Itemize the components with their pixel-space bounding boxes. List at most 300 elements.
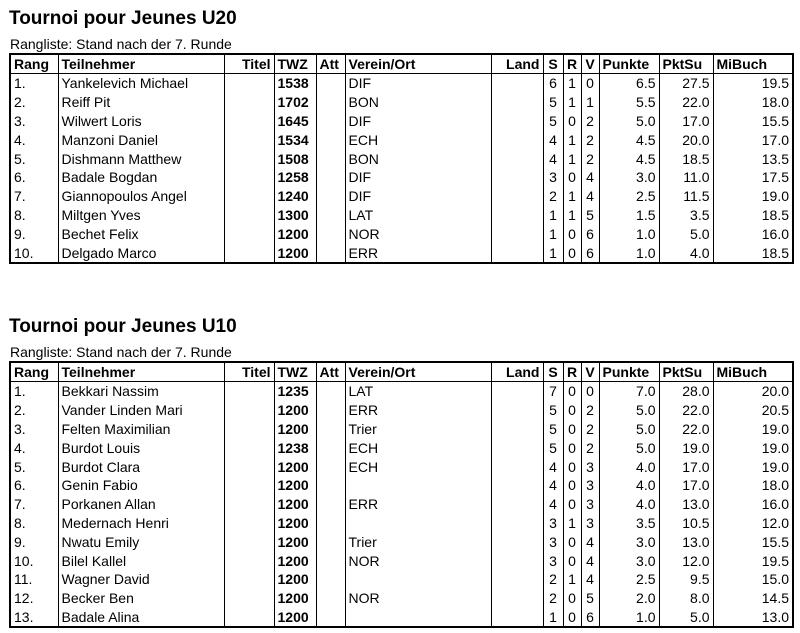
table-row [10, 401, 793, 420]
column-header: Titel [224, 362, 274, 382]
points-cell: 4.0 [599, 457, 659, 476]
rating-cell: 1200 [274, 243, 316, 263]
tiebreak-sum-cell: 22.0 [659, 93, 713, 112]
column-header: Verein/Ort [345, 362, 491, 382]
rank-cell: 6. [10, 168, 58, 187]
draws-cell: 0 [563, 168, 581, 187]
country-cell [491, 187, 543, 206]
column-header: Att [316, 362, 345, 382]
rating-cell: 1200 [274, 476, 316, 495]
rating-cell: 1200 [274, 532, 316, 551]
column-header: MiBuch [713, 362, 793, 382]
points-cell: 3.0 [599, 551, 659, 570]
points-cell: 4.5 [599, 130, 659, 149]
rank-cell: 11. [10, 570, 58, 589]
column-header: Titel [224, 54, 274, 74]
column-header: R [563, 362, 581, 382]
standings-subtitle: Rangliste: Stand nach der 7. Runde [10, 344, 232, 360]
points-cell: 3.0 [599, 532, 659, 551]
losses-cell: 4 [581, 168, 599, 187]
table-header-row [10, 54, 793, 74]
losses-cell: 2 [581, 420, 599, 439]
rating-cell: 1300 [274, 206, 316, 225]
table-row [10, 476, 793, 495]
buchholz-cell: 15.0 [713, 570, 793, 589]
tiebreak-sum-cell: 11.5 [659, 187, 713, 206]
title-cell [224, 551, 274, 570]
title-cell [224, 476, 274, 495]
rank-cell: 7. [10, 187, 58, 206]
losses-cell: 3 [581, 514, 599, 533]
rating-cell: 1200 [274, 589, 316, 608]
title-cell [224, 112, 274, 131]
losses-cell: 6 [581, 224, 599, 243]
column-header: MiBuch [713, 54, 793, 74]
column-header: Verein/Ort [345, 54, 491, 74]
rating-cell: 1200 [274, 608, 316, 628]
draws-cell: 1 [563, 570, 581, 589]
losses-cell: 4 [581, 570, 599, 589]
points-cell: 5.0 [599, 438, 659, 457]
points-cell: 1.5 [599, 206, 659, 225]
wins-cell: 5 [543, 420, 563, 439]
country-cell [491, 476, 543, 495]
player-name-cell: Medernach Henri [58, 514, 224, 533]
title-cell [224, 168, 274, 187]
att-cell [316, 457, 345, 476]
club-cell [345, 570, 491, 589]
column-header: PktSu [659, 362, 713, 382]
country-cell [491, 206, 543, 225]
rank-cell: 4. [10, 438, 58, 457]
club-cell: NOR [345, 551, 491, 570]
wins-cell: 5 [543, 401, 563, 420]
country-cell [491, 401, 543, 420]
att-cell [316, 476, 345, 495]
losses-cell: 3 [581, 476, 599, 495]
tiebreak-sum-cell: 13.0 [659, 532, 713, 551]
player-name-cell: Nwatu Emily [58, 532, 224, 551]
title-cell [224, 532, 274, 551]
tiebreak-sum-cell: 3.5 [659, 206, 713, 225]
buchholz-cell: 18.5 [713, 243, 793, 263]
rating-cell: 1508 [274, 149, 316, 168]
section-u20 [9, 6, 792, 264]
table-row [10, 93, 793, 112]
tiebreak-sum-cell: 11.0 [659, 168, 713, 187]
column-header: R [563, 54, 581, 74]
draws-cell: 1 [563, 93, 581, 112]
tiebreak-sum-cell: 12.0 [659, 551, 713, 570]
table-row [10, 570, 793, 589]
rank-cell: 10. [10, 551, 58, 570]
column-header: S [543, 54, 563, 74]
title-cell [224, 495, 274, 514]
att-cell [316, 495, 345, 514]
draws-cell: 0 [563, 457, 581, 476]
rank-cell: 3. [10, 112, 58, 131]
att-cell [316, 438, 345, 457]
tiebreak-sum-cell: 5.0 [659, 224, 713, 243]
tiebreak-sum-cell: 17.0 [659, 112, 713, 131]
losses-cell: 3 [581, 495, 599, 514]
tiebreak-sum-cell: 13.0 [659, 495, 713, 514]
title-cell [224, 149, 274, 168]
rating-cell: 1235 [274, 382, 316, 401]
losses-cell: 4 [581, 532, 599, 551]
wins-cell: 3 [543, 551, 563, 570]
buchholz-cell: 18.5 [713, 206, 793, 225]
buchholz-cell: 15.5 [713, 112, 793, 131]
club-cell: NOR [345, 589, 491, 608]
draws-cell: 0 [563, 112, 581, 131]
column-header: Rang [10, 54, 58, 74]
rank-cell: 5. [10, 149, 58, 168]
draws-cell: 0 [563, 608, 581, 628]
att-cell [316, 130, 345, 149]
points-cell: 4.5 [599, 149, 659, 168]
tiebreak-sum-cell: 19.0 [659, 438, 713, 457]
standings-subtitle: Rangliste: Stand nach der 7. Runde [10, 36, 232, 52]
draws-cell: 1 [563, 74, 581, 93]
buchholz-cell: 19.0 [713, 187, 793, 206]
draws-cell: 0 [563, 224, 581, 243]
club-cell: Trier [345, 532, 491, 551]
wins-cell: 5 [543, 438, 563, 457]
draws-cell: 0 [563, 532, 581, 551]
country-cell [491, 570, 543, 589]
wins-cell: 5 [543, 93, 563, 112]
points-cell: 2.5 [599, 570, 659, 589]
standings-table [9, 53, 794, 264]
country-cell [491, 608, 543, 628]
player-name-cell: Bilel Kallel [58, 551, 224, 570]
tiebreak-sum-cell: 17.0 [659, 457, 713, 476]
club-cell: ERR [345, 495, 491, 514]
rank-cell: 8. [10, 514, 58, 533]
table-row [10, 168, 793, 187]
losses-cell: 2 [581, 130, 599, 149]
rank-cell: 8. [10, 206, 58, 225]
draws-cell: 1 [563, 514, 581, 533]
country-cell [491, 224, 543, 243]
losses-cell: 4 [581, 551, 599, 570]
column-header: Punkte [599, 54, 659, 74]
table-row [10, 495, 793, 514]
buchholz-cell: 15.5 [713, 532, 793, 551]
player-name-cell: Yankelevich Michael [58, 74, 224, 93]
table-row [10, 514, 793, 533]
buchholz-cell: 20.0 [713, 382, 793, 401]
player-name-cell: Becker Ben [58, 589, 224, 608]
table-body [10, 382, 793, 628]
player-name-cell: Porkanen Allan [58, 495, 224, 514]
att-cell [316, 420, 345, 439]
draws-cell: 0 [563, 476, 581, 495]
losses-cell: 2 [581, 112, 599, 131]
buchholz-cell: 20.5 [713, 401, 793, 420]
title-cell [224, 401, 274, 420]
draws-cell: 0 [563, 420, 581, 439]
player-name-cell: Giannopoulos Angel [58, 187, 224, 206]
draws-cell: 0 [563, 551, 581, 570]
draws-cell: 0 [563, 589, 581, 608]
draws-cell: 0 [563, 382, 581, 401]
title-cell [224, 130, 274, 149]
title-cell [224, 570, 274, 589]
rating-cell: 1238 [274, 438, 316, 457]
rank-cell: 5. [10, 457, 58, 476]
att-cell [316, 93, 345, 112]
rating-cell: 1200 [274, 420, 316, 439]
att-cell [316, 570, 345, 589]
points-cell: 2.0 [599, 589, 659, 608]
buchholz-cell: 17.0 [713, 130, 793, 149]
rank-cell: 13. [10, 608, 58, 628]
rating-cell: 1200 [274, 401, 316, 420]
wins-cell: 4 [543, 149, 563, 168]
draws-cell: 1 [563, 149, 581, 168]
title-cell [224, 206, 274, 225]
rank-cell: 1. [10, 382, 58, 401]
club-cell: BON [345, 149, 491, 168]
wins-cell: 5 [543, 112, 563, 131]
points-cell: 3.5 [599, 514, 659, 533]
att-cell [316, 74, 345, 93]
points-cell: 5.5 [599, 93, 659, 112]
country-cell [491, 551, 543, 570]
table-row [10, 589, 793, 608]
club-cell [345, 514, 491, 533]
att-cell [316, 532, 345, 551]
losses-cell: 6 [581, 608, 599, 628]
buchholz-cell: 13.0 [713, 608, 793, 628]
losses-cell: 6 [581, 243, 599, 263]
player-name-cell: Dishmann Matthew [58, 149, 224, 168]
draws-cell: 1 [563, 206, 581, 225]
player-name-cell: Bechet Felix [58, 224, 224, 243]
losses-cell: 4 [581, 187, 599, 206]
wins-cell: 1 [543, 206, 563, 225]
column-header: S [543, 362, 563, 382]
buchholz-cell: 19.5 [713, 74, 793, 93]
title-cell [224, 187, 274, 206]
buchholz-cell: 19.0 [713, 420, 793, 439]
country-cell [491, 532, 543, 551]
points-cell: 2.5 [599, 187, 659, 206]
title-cell [224, 382, 274, 401]
column-header: V [581, 362, 599, 382]
att-cell [316, 382, 345, 401]
att-cell [316, 112, 345, 131]
wins-cell: 4 [543, 495, 563, 514]
att-cell [316, 168, 345, 187]
losses-cell: 0 [581, 382, 599, 401]
losses-cell: 1 [581, 93, 599, 112]
rank-cell: 10. [10, 243, 58, 263]
wins-cell: 1 [543, 243, 563, 263]
club-cell: ECH [345, 457, 491, 476]
player-name-cell: Burdot Clara [58, 457, 224, 476]
country-cell [491, 149, 543, 168]
points-cell: 4.0 [599, 476, 659, 495]
column-header: Teilnehmer [58, 362, 224, 382]
club-cell: DIF [345, 74, 491, 93]
country-cell [491, 438, 543, 457]
player-name-cell: Wagner David [58, 570, 224, 589]
country-cell [491, 420, 543, 439]
points-cell: 5.0 [599, 401, 659, 420]
table-body [10, 74, 793, 263]
title-cell [224, 93, 274, 112]
club-cell: BON [345, 93, 491, 112]
rank-cell: 4. [10, 130, 58, 149]
att-cell [316, 206, 345, 225]
wins-cell: 1 [543, 224, 563, 243]
tiebreak-sum-cell: 5.0 [659, 608, 713, 628]
tiebreak-sum-cell: 18.5 [659, 149, 713, 168]
column-header: Punkte [599, 362, 659, 382]
draws-cell: 0 [563, 401, 581, 420]
rank-cell: 3. [10, 420, 58, 439]
att-cell [316, 224, 345, 243]
points-cell: 6.5 [599, 74, 659, 93]
country-cell [491, 93, 543, 112]
column-header: Rang [10, 362, 58, 382]
table-row [10, 243, 793, 263]
player-name-cell: Miltgen Yves [58, 206, 224, 225]
column-header: TWZ [274, 362, 316, 382]
wins-cell: 4 [543, 130, 563, 149]
wins-cell: 2 [543, 589, 563, 608]
club-cell: NOR [345, 224, 491, 243]
column-header: V [581, 54, 599, 74]
country-cell [491, 457, 543, 476]
buchholz-cell: 16.0 [713, 224, 793, 243]
table-row [10, 224, 793, 243]
club-cell: DIF [345, 187, 491, 206]
losses-cell: 5 [581, 206, 599, 225]
points-cell: 1.0 [599, 243, 659, 263]
buchholz-cell: 17.5 [713, 168, 793, 187]
table-row [10, 130, 793, 149]
draws-cell: 0 [563, 243, 581, 263]
rating-cell: 1702 [274, 93, 316, 112]
tournament-title: Tournoi pour Jeunes U10 [9, 316, 237, 337]
points-cell: 5.0 [599, 420, 659, 439]
section-u10 [9, 314, 792, 628]
draws-cell: 0 [563, 438, 581, 457]
table-row [10, 420, 793, 439]
player-name-cell: Badale Alina [58, 608, 224, 628]
buchholz-cell: 19.0 [713, 438, 793, 457]
club-cell: ERR [345, 243, 491, 263]
att-cell [316, 589, 345, 608]
club-cell [345, 608, 491, 628]
rating-cell: 1200 [274, 495, 316, 514]
player-name-cell: Burdot Louis [58, 438, 224, 457]
country-cell [491, 74, 543, 93]
rank-cell: 2. [10, 93, 58, 112]
player-name-cell: Delgado Marco [58, 243, 224, 263]
table-row [10, 149, 793, 168]
draws-cell: 1 [563, 130, 581, 149]
tiebreak-sum-cell: 27.5 [659, 74, 713, 93]
rating-cell: 1534 [274, 130, 316, 149]
buchholz-cell: 13.5 [713, 149, 793, 168]
losses-cell: 5 [581, 589, 599, 608]
points-cell: 1.0 [599, 224, 659, 243]
rank-cell: 7. [10, 495, 58, 514]
rating-cell: 1200 [274, 551, 316, 570]
table-row [10, 206, 793, 225]
country-cell [491, 495, 543, 514]
att-cell [316, 149, 345, 168]
tiebreak-sum-cell: 28.0 [659, 382, 713, 401]
table-row [10, 382, 793, 401]
tiebreak-sum-cell: 22.0 [659, 401, 713, 420]
buchholz-cell: 18.0 [713, 476, 793, 495]
club-cell: ERR [345, 401, 491, 420]
player-name-cell: Bekkari Nassim [58, 382, 224, 401]
country-cell [491, 112, 543, 131]
points-cell: 5.0 [599, 112, 659, 131]
title-cell [224, 514, 274, 533]
title-cell [224, 589, 274, 608]
tournament-title: Tournoi pour Jeunes U20 [9, 8, 237, 29]
rank-cell: 1. [10, 74, 58, 93]
column-header: Teilnehmer [58, 54, 224, 74]
points-cell: 3.0 [599, 168, 659, 187]
column-header: Att [316, 54, 345, 74]
att-cell [316, 187, 345, 206]
points-cell: 4.0 [599, 495, 659, 514]
tiebreak-sum-cell: 4.0 [659, 243, 713, 263]
table-row [10, 74, 793, 93]
player-name-cell: Manzoni Daniel [58, 130, 224, 149]
table-row [10, 532, 793, 551]
column-header: Land [491, 54, 543, 74]
att-cell [316, 608, 345, 628]
rank-cell: 6. [10, 476, 58, 495]
losses-cell: 2 [581, 149, 599, 168]
draws-cell: 0 [563, 495, 581, 514]
rating-cell: 1200 [274, 514, 316, 533]
wins-cell: 3 [543, 514, 563, 533]
title-cell [224, 457, 274, 476]
table-row [10, 608, 793, 628]
buchholz-cell: 14.5 [713, 589, 793, 608]
player-name-cell: Wilwert Loris [58, 112, 224, 131]
draws-cell: 1 [563, 187, 581, 206]
country-cell [491, 589, 543, 608]
rating-cell: 1200 [274, 224, 316, 243]
losses-cell: 0 [581, 74, 599, 93]
club-cell: ECH [345, 438, 491, 457]
club-cell: DIF [345, 168, 491, 187]
wins-cell: 7 [543, 382, 563, 401]
club-cell: DIF [345, 112, 491, 131]
losses-cell: 2 [581, 438, 599, 457]
wins-cell: 3 [543, 168, 563, 187]
table-row [10, 187, 793, 206]
wins-cell: 1 [543, 608, 563, 628]
tiebreak-sum-cell: 10.5 [659, 514, 713, 533]
buchholz-cell: 19.0 [713, 457, 793, 476]
title-cell [224, 243, 274, 263]
rating-cell: 1538 [274, 74, 316, 93]
buchholz-cell: 12.0 [713, 514, 793, 533]
